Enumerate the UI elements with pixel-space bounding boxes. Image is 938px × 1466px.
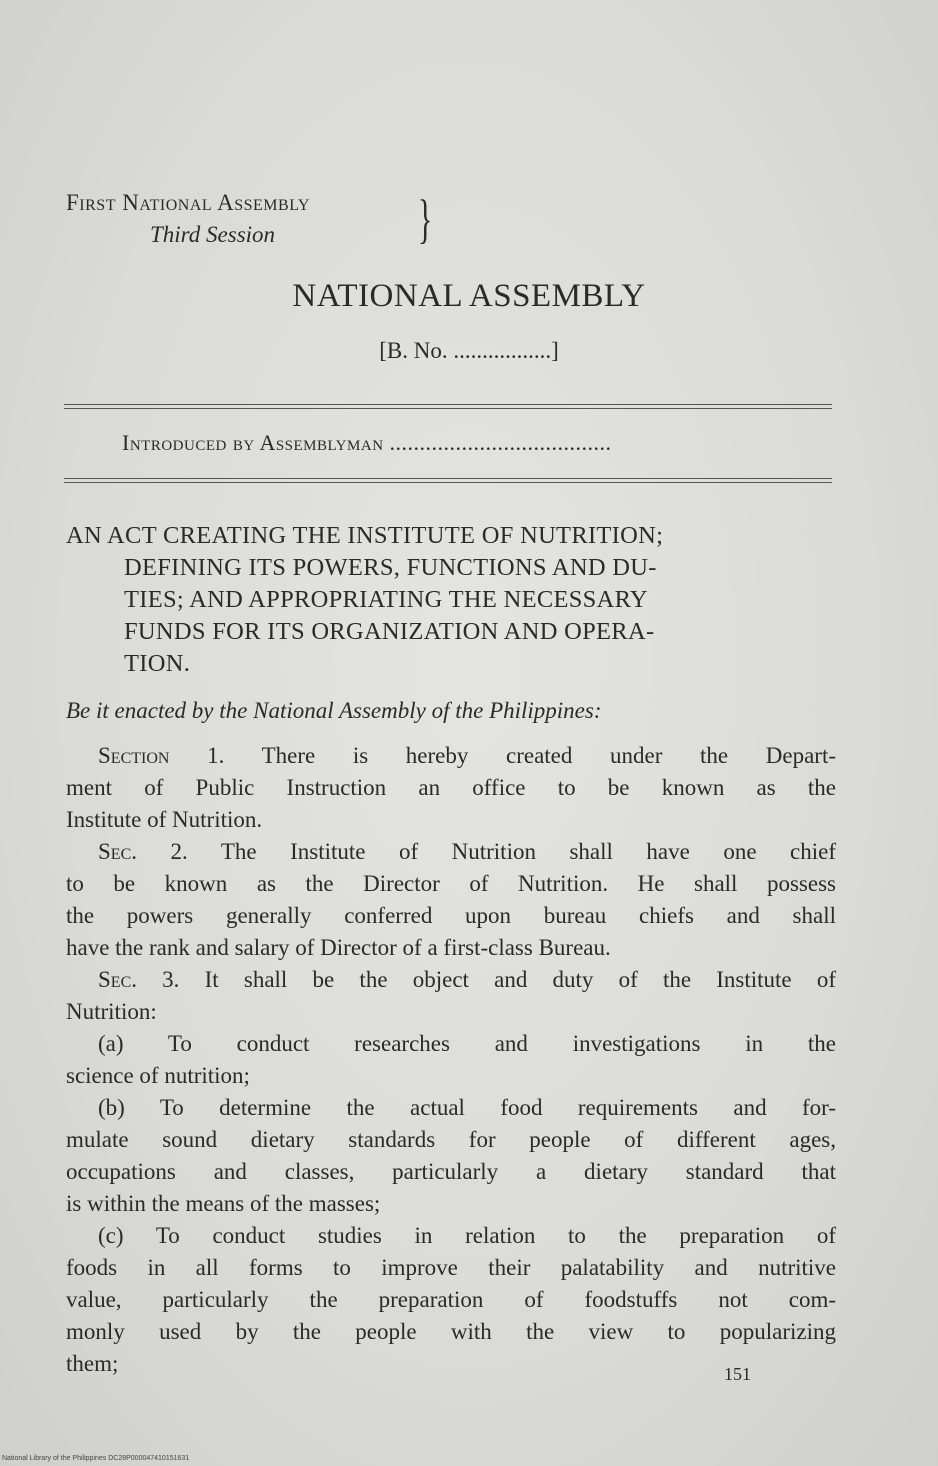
act-title-line: TION. <box>124 650 191 677</box>
section-1-line: ment of Public Instruction an office to be known as the <box>66 775 836 800</box>
assembly-label: First National Assembly <box>66 190 310 215</box>
enacting-clause: Be it enacted by the National Assembly of the Philippines: <box>66 698 602 723</box>
session-block <box>66 190 466 270</box>
clause-label: (b) <box>98 1095 125 1120</box>
section-2-line: the powers generally conferred upon bureau chiefs and shall <box>66 903 836 928</box>
section-3-line: Nutrition: <box>66 999 157 1024</box>
divider-rule <box>64 408 832 409</box>
section-2-line: have the rank and salary of Director of a first-class Bureau. <box>66 935 611 960</box>
clause-b-line: (b) To determine the actual food requirements and for- <box>98 1095 836 1120</box>
divider-rule <box>64 478 832 479</box>
page-number: 151 <box>724 1364 751 1384</box>
act-title <box>66 520 836 680</box>
section-1-line: Institute of Nutrition. <box>66 807 263 832</box>
divider-rule <box>64 482 832 483</box>
brace-symbol: } <box>418 189 433 249</box>
act-title-line: DEFINING ITS POWERS, FUNCTIONS AND DU- <box>124 554 657 581</box>
section-2-line: Sec. 2. The Institute of Nutrition shall have one chief <box>98 839 836 864</box>
section-1-line: Section 1. There is hereby created under the Depart- <box>98 743 836 768</box>
introduced-by-line: Introduced by Assemblyman ..................................... <box>122 430 612 455</box>
clause-c-line: value, particularly the preparation of foodstuffs not com- <box>66 1287 836 1312</box>
clause-c-line: monly used by the people with the view to popularizing <box>66 1319 836 1344</box>
section-3-line: Sec. 3. It shall be the object and duty of the Institute of <box>98 967 836 992</box>
clause-a-line: (a) To conduct researches and investigations in the <box>98 1031 836 1056</box>
section-2-line: to be known as the Director of Nutrition. He shall possess <box>66 871 836 896</box>
section-label: Sec. 3. <box>98 967 180 992</box>
clause-b-line: occupations and classes, particularly a dietary standard that <box>66 1159 836 1184</box>
divider-rule <box>64 404 832 405</box>
section-label: Section 1. <box>98 743 225 768</box>
body-text <box>66 740 836 1380</box>
clause-label: (a) <box>98 1031 124 1056</box>
clause-b-line: mulate sound dietary standards for people of different ages, <box>66 1127 836 1152</box>
clause-b-line: is within the means of the masses; <box>66 1191 381 1216</box>
clause-c-line: (c) To conduct studies in relation to the preparation of <box>98 1223 836 1248</box>
clause-c-line: them; <box>66 1351 119 1376</box>
clause-c-line: foods in all forms to improve their palatability and nutritive <box>66 1255 836 1280</box>
session-label: Third Session <box>150 222 276 247</box>
act-title-line: TIES; AND APPROPRIATING THE NECESSARY <box>124 586 648 613</box>
clause-label: (c) <box>98 1223 124 1248</box>
page-title: NATIONAL ASSEMBLY <box>292 278 646 314</box>
act-title-line: FUNDS FOR ITS ORGANIZATION AND OPERA- <box>124 618 655 645</box>
act-title-line: AN ACT CREATING THE INSTITUTE OF NUTRITION; <box>66 522 664 549</box>
footer-note: National Library of the Philippines DC28P000047410151631 <box>2 1455 190 1462</box>
bill-number: [B. No. .................] <box>379 338 559 363</box>
section-label: Sec. 2. <box>98 839 188 864</box>
clause-a-line: science of nutrition; <box>66 1063 250 1088</box>
